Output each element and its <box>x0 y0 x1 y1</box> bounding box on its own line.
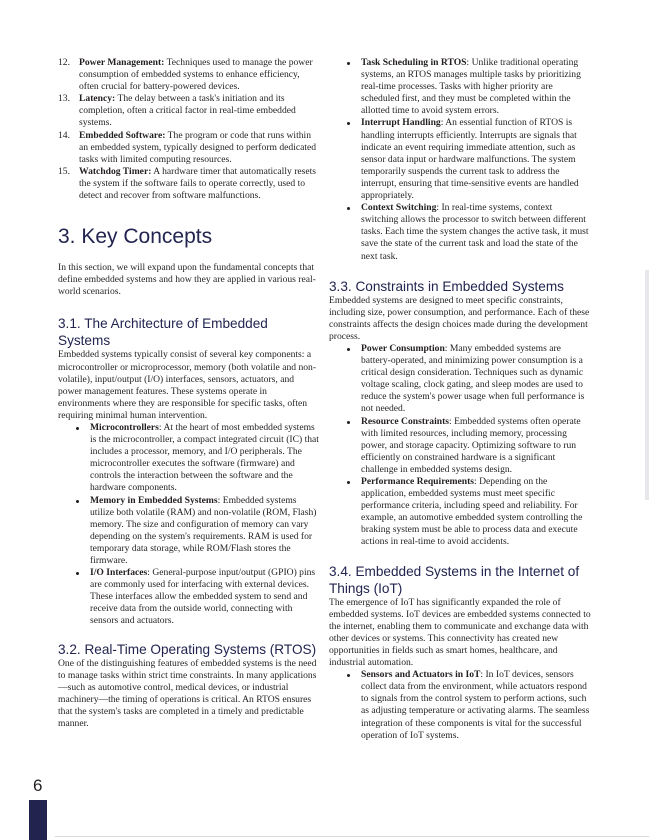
bullet-item <box>361 669 591 742</box>
section-heading-3-1: 3.1. The Architecture of Embedded Systems <box>58 316 268 349</box>
definition-text: The delay between a task's initiation and its completion, often a critical factor in real-time embedded systems. <box>79 93 296 129</box>
bullet-term: Power Consumption <box>361 342 445 354</box>
bullet-item <box>361 57 591 117</box>
bullet-item <box>361 343 591 416</box>
definition-item <box>58 130 320 166</box>
bullet-text: : In real-time systems, context switching allows the processor to switch between different tasks. Each time the system changes the active task, it must save the state of the current task and load the state of the next task. <box>361 202 589 262</box>
bullet-term: Memory in Embedded Systems <box>90 494 218 506</box>
bullet-term: Performance Requirements <box>361 476 475 487</box>
bullet-item <box>361 416 591 476</box>
bullet-item <box>361 476 591 549</box>
definition-item <box>58 166 320 202</box>
definition-text: A hardware timer that automatically resets the system if the software fails to operate correctly, used to detect and recover from software malfunctions. <box>79 165 317 202</box>
item-number: 13. <box>58 93 70 105</box>
bullet-term: Microcontrollers <box>90 421 159 433</box>
section-intro-3-3: Embedded systems are designed to meet specific constraints, including size, power consumption, and performance. Each of these constraints affects the design choices made during the development process. <box>329 294 590 342</box>
definitions-list <box>58 57 320 202</box>
bullet-term: Sensors and Actuators in IoT <box>361 669 481 681</box>
bullet-text: : At the heart of most embedded systems is the microcontroller, a compact integrated circuit (IC) that includes a processor, memory, and I/O peripherals. The microcontroller executes the software (firmware) and controls the interaction between the software and the hardware components. <box>90 421 319 494</box>
right-column <box>329 57 591 742</box>
definition-term: Power Management: <box>79 57 165 68</box>
bullet-term: Context Switching <box>361 202 437 214</box>
bullet-item <box>361 117 591 202</box>
definition-text: Techniques used to manage the power consumption of embedded systems to enhance efficiency, often crucial for battery-powered devices. <box>79 57 313 93</box>
bullet-term: Task Scheduling in RTOS <box>361 57 467 68</box>
item-number: 12. <box>58 57 70 68</box>
constraints-bullet-list <box>329 343 591 549</box>
bullet-text: : Unlike traditional operating systems, an RTOS manages multiple tasks by prioritizing real-time processes. Tasks with higher priority are scheduled first, and they must be completed within the allotted time to avoid system errors. <box>361 57 581 117</box>
bullet-text: : Embedded systems often operate with limited resources, including memory, processing power, and storage capacity. Optimizing software to run efficiently on constrained hardware is a significant challenge in embedded systems design. <box>361 415 581 475</box>
definition-term: Watchdog Timer: <box>79 165 152 177</box>
bullet-item <box>361 202 591 262</box>
bottom-divider <box>55 836 649 837</box>
bullet-text: : Many embedded systems are battery-operated, and minimizing power consumption is a critical design consideration. Techniques such as dynamic voltage scaling, clock gating, and sleep modes are used to reduce the system's power usage when full performance is not needed. <box>361 342 585 415</box>
section-heading-3-2: 3.2. Real-Time Operating Systems (RTOS) <box>58 641 317 657</box>
chapter-heading: 3. Key Concepts <box>58 225 213 249</box>
bullet-text: : Depending on the application, embedded systems must meet specific performance criteria, including speed and reliability. For example, an automotive embedded system controlling the braking system must be able to process data and execute actions in real-time to avoid accidents. <box>361 476 583 548</box>
bullet-item <box>90 567 320 627</box>
bullet-text: : An essential function of RTOS is handling interrupts efficiently. Interrupts are signals that indicate an event requiring immediate attention, such as sensor data input or hardware malfunctions. The system temporarily suspends the current task to address the interrupt, ensuring that time-sensitive events are handled appropriately. <box>361 117 579 202</box>
definition-item <box>58 93 320 129</box>
item-number: 15. <box>58 165 70 177</box>
definition-term: Latency: <box>79 93 116 105</box>
section-intro-3-2: One of the distinguishing features of embedded systems is the need to manage tasks within strict time constraints. In many applications—such as automotive control, medical devices, or industrial machinery—the timing of operations is critical. An RTOS ensures that the system's tasks are completed in a timely and predictable manner. <box>58 657 317 730</box>
definition-text: The program or code that runs within an embedded system, typically designed to perform dedicated tasks with limited computing resources. <box>79 129 317 165</box>
bullet-text: : In IoT devices, sensors collect data from the environment, while actuators respond to signals from the control system to perform actions, such as adjusting temperature or activating alarms. The seamless integration of these components is vital for the successful operation of IoT systems. <box>361 669 590 741</box>
section-heading-3-4: 3.4. Embedded Systems in the Internet of Things (IoT) <box>329 563 580 596</box>
edge-marker <box>645 270 649 500</box>
left-column <box>58 57 320 730</box>
bullet-term: Resource Constraints <box>361 415 450 427</box>
section-intro-3-4: The emergence of IoT has significantly expanded the role of embedded systems. IoT devices are embedded systems connected to the internet, enabling them to communicate and exchange data with other devices or systems. This connectivity has created new opportunities in fields such as smart homes, healthcare, and industrial automation. <box>329 596 591 669</box>
section-intro-3-1: Embedded systems typically consist of several key components: a microcontroller or microprocessor, memory (both volatile and non-volatile), input/output (I/O) interfaces, sensors, actuators, and power management features. These systems operate in environments where they are responsible for specific tasks, often requiring minimal human intervention. <box>58 349 317 421</box>
definition-item <box>58 57 320 93</box>
bullet-term: Interrupt Handling <box>361 117 441 129</box>
section-heading-3-3: 3.3. Constraints in Embedded Systems <box>329 278 564 294</box>
bullet-item <box>90 422 320 495</box>
chapter-intro: In this section, we will expand upon the fundamental concepts that define embedded systems and how they are applied in various real-world scenarios. <box>58 262 316 298</box>
iot-bullet-list <box>329 669 591 742</box>
rtos-bullet-list <box>329 57 591 263</box>
item-number: 14. <box>58 129 70 141</box>
bullet-text: : Embedded systems utilize both volatile (RAM) and non-volatile (ROM, Flash) memory. The size and configuration of memory can vary depending on the system's requirements. RAM is used for temporary data storage, while ROM/Flash stores the firmware. <box>90 494 317 566</box>
bullet-text: : General-purpose input/output (GPIO) pins are commonly used for interfacing with external devices. These interfaces allow the embedded system to send and receive data from the outside world, connecting with sensors and actuators. <box>90 567 316 627</box>
corner-bar <box>29 800 47 840</box>
bullet-term: I/O Interfaces <box>90 567 148 579</box>
definition-term: Embedded Software: <box>79 129 166 141</box>
page-number: 6 <box>33 776 43 795</box>
architecture-bullet-list <box>58 422 320 628</box>
bullet-item <box>90 495 320 568</box>
